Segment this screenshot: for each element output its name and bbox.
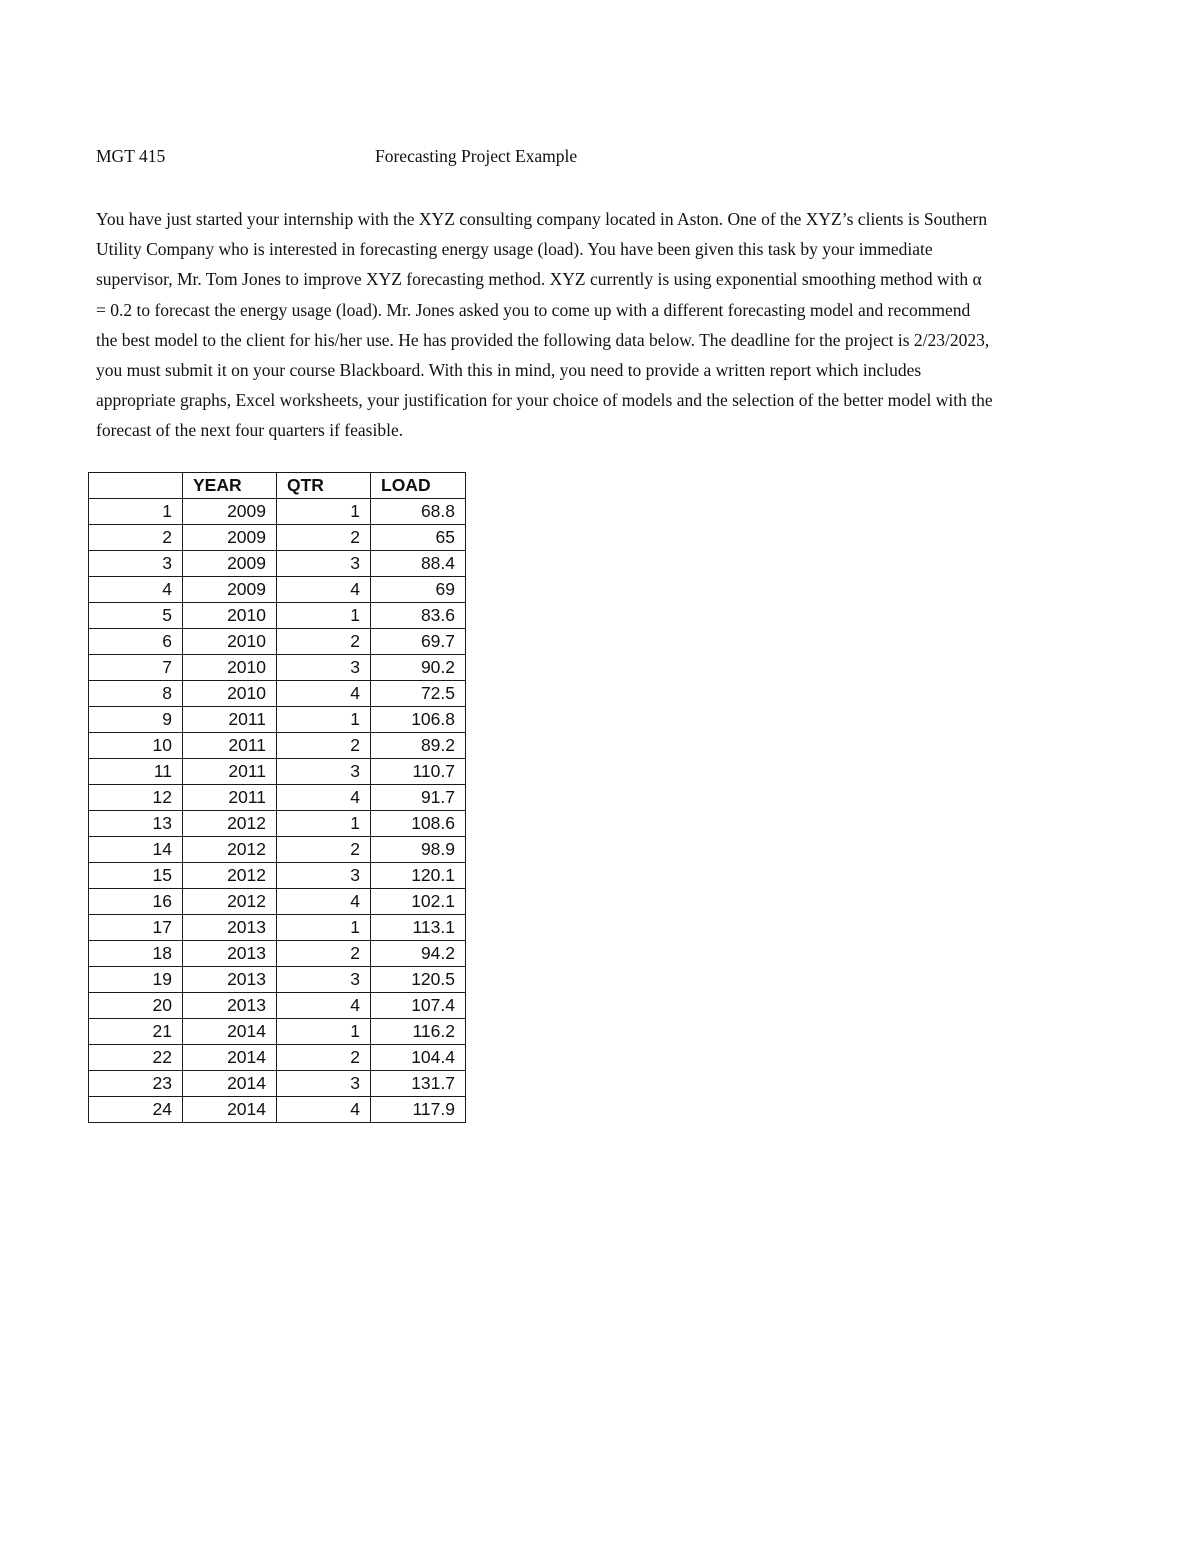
cell-qtr: 3	[277, 551, 371, 577]
cell-load: 91.7	[371, 785, 466, 811]
cell-index: 8	[89, 681, 183, 707]
paragraph-line: You have just started your internship with the XYZ consulting company located in Aston. One of the XYZ’s clients is Southern	[96, 209, 988, 229]
cell-year: 2011	[183, 759, 277, 785]
cell-load: 90.2	[371, 655, 466, 681]
cell-year: 2010	[183, 655, 277, 681]
table-row	[89, 759, 466, 785]
cell-load: 68.8	[371, 499, 466, 525]
table-row	[89, 1019, 466, 1045]
cell-load: 104.4	[371, 1045, 466, 1071]
cell-load: 107.4	[371, 993, 466, 1019]
cell-qtr: 4	[277, 889, 371, 915]
paragraph-line: the best model to the client for his/her use. He has provided the following data below. The deadline for the project is 2/23/2023,	[96, 329, 990, 350]
cell-qtr: 4	[277, 993, 371, 1019]
cell-qtr: 3	[277, 655, 371, 681]
cell-load: 108.6	[371, 811, 466, 837]
cell-index: 11	[89, 759, 183, 785]
table-row	[89, 733, 466, 759]
header-index	[89, 473, 183, 499]
cell-year: 2010	[183, 629, 277, 655]
cell-index: 23	[89, 1071, 183, 1097]
cell-index: 18	[89, 941, 183, 967]
cell-load: 88.4	[371, 551, 466, 577]
table-row	[89, 1045, 466, 1071]
cell-qtr: 4	[277, 681, 371, 707]
cell-qtr: 1	[277, 1019, 371, 1045]
table-row	[89, 837, 466, 863]
table-row	[89, 525, 466, 551]
cell-year: 2013	[183, 993, 277, 1019]
cell-index: 24	[89, 1097, 183, 1123]
cell-load: 131.7	[371, 1071, 466, 1097]
cell-qtr: 2	[277, 837, 371, 863]
assignment-paragraph	[96, 204, 1106, 446]
cell-year: 2009	[183, 577, 277, 603]
cell-load: 98.9	[371, 837, 466, 863]
table-row	[89, 499, 466, 525]
load-data-table	[88, 472, 466, 1123]
cell-index: 3	[89, 551, 183, 577]
cell-load: 117.9	[371, 1097, 466, 1123]
table-row	[89, 785, 466, 811]
cell-year: 2009	[183, 499, 277, 525]
cell-load: 89.2	[371, 733, 466, 759]
cell-load: 106.8	[371, 707, 466, 733]
cell-year: 2011	[183, 707, 277, 733]
cell-year: 2013	[183, 967, 277, 993]
cell-load: 94.2	[371, 941, 466, 967]
header-qtr: QTR	[277, 473, 371, 499]
table-row	[89, 655, 466, 681]
cell-index: 2	[89, 525, 183, 551]
paragraph-line: forecast of the next four quarters if feasible.	[96, 420, 404, 441]
cell-index: 12	[89, 785, 183, 811]
table-row	[89, 1071, 466, 1097]
cell-load: 65	[371, 525, 466, 551]
table-row	[89, 941, 466, 967]
cell-year: 2009	[183, 551, 277, 577]
cell-qtr: 2	[277, 733, 371, 759]
table-row	[89, 811, 466, 837]
cell-index: 13	[89, 811, 183, 837]
table-row	[89, 551, 466, 577]
cell-year: 2012	[183, 889, 277, 915]
cell-index: 17	[89, 915, 183, 941]
cell-index: 21	[89, 1019, 183, 1045]
cell-index: 15	[89, 863, 183, 889]
cell-index: 6	[89, 629, 183, 655]
cell-qtr: 1	[277, 915, 371, 941]
cell-load: 120.5	[371, 967, 466, 993]
cell-year: 2011	[183, 733, 277, 759]
cell-year: 2012	[183, 811, 277, 837]
cell-index: 14	[89, 837, 183, 863]
cell-qtr: 2	[277, 629, 371, 655]
cell-qtr: 1	[277, 707, 371, 733]
cell-index: 4	[89, 577, 183, 603]
table-row	[89, 889, 466, 915]
cell-year: 2013	[183, 915, 277, 941]
cell-qtr: 4	[277, 577, 371, 603]
cell-year: 2014	[183, 1019, 277, 1045]
paragraph-line: supervisor, Mr. Tom Jones to improve XYZ forecasting method. XYZ currently is using exponential smoothing method with α	[96, 269, 982, 290]
cell-year: 2010	[183, 681, 277, 707]
header-year: YEAR	[183, 473, 277, 499]
header-line	[96, 146, 1106, 172]
cell-index: 9	[89, 707, 183, 733]
cell-qtr: 2	[277, 1045, 371, 1071]
document-title: Forecasting Project Example	[375, 146, 578, 166]
cell-index: 20	[89, 993, 183, 1019]
course-code: MGT 415	[96, 146, 166, 166]
table-row	[89, 681, 466, 707]
cell-load: 102.1	[371, 889, 466, 915]
cell-qtr: 2	[277, 525, 371, 551]
cell-index: 1	[89, 499, 183, 525]
table-row	[89, 1097, 466, 1123]
paragraph-line: = 0.2 to forecast the energy usage (load). Mr. Jones asked you to come up with a different forecasting model and recommend	[96, 299, 971, 320]
cell-index: 16	[89, 889, 183, 915]
table-row	[89, 915, 466, 941]
paragraph-line: you must submit it on your course Blackboard. With this in mind, you need to provide a written report which includes	[96, 360, 922, 381]
table-row	[89, 993, 466, 1019]
cell-load: 72.5	[371, 681, 466, 707]
cell-year: 2012	[183, 863, 277, 889]
cell-year: 2009	[183, 525, 277, 551]
cell-qtr: 2	[277, 941, 371, 967]
header-load: LOAD	[371, 473, 466, 499]
cell-qtr: 1	[277, 811, 371, 837]
cell-load: 113.1	[371, 915, 466, 941]
cell-year: 2014	[183, 1097, 277, 1123]
table-row	[89, 863, 466, 889]
cell-qtr: 3	[277, 759, 371, 785]
cell-year: 2010	[183, 603, 277, 629]
cell-index: 7	[89, 655, 183, 681]
table-row	[89, 629, 466, 655]
table-row	[89, 577, 466, 603]
cell-qtr: 4	[277, 1097, 371, 1123]
cell-load: 83.6	[371, 603, 466, 629]
table-row	[89, 603, 466, 629]
cell-load: 69.7	[371, 629, 466, 655]
cell-load: 120.1	[371, 863, 466, 889]
cell-index: 19	[89, 967, 183, 993]
cell-qtr: 3	[277, 863, 371, 889]
cell-index: 22	[89, 1045, 183, 1071]
cell-index: 5	[89, 603, 183, 629]
cell-qtr: 3	[277, 967, 371, 993]
cell-load: 110.7	[371, 759, 466, 785]
cell-year: 2014	[183, 1045, 277, 1071]
table-body	[89, 499, 466, 1123]
cell-qtr: 4	[277, 785, 371, 811]
cell-year: 2011	[183, 785, 277, 811]
table-header-row	[89, 473, 466, 499]
cell-index: 10	[89, 733, 183, 759]
cell-qtr: 1	[277, 603, 371, 629]
table-row	[89, 967, 466, 993]
cell-year: 2014	[183, 1071, 277, 1097]
cell-year: 2012	[183, 837, 277, 863]
table-row	[89, 707, 466, 733]
cell-year: 2013	[183, 941, 277, 967]
cell-load: 69	[371, 577, 466, 603]
paragraph-line: Utility Company who is interested in forecasting energy usage (load). You have been given this task by your immediate	[96, 239, 933, 260]
cell-load: 116.2	[371, 1019, 466, 1045]
cell-qtr: 3	[277, 1071, 371, 1097]
cell-qtr: 1	[277, 499, 371, 525]
paragraph-line: appropriate graphs, Excel worksheets, your justification for your choice of models and the selection of the better model with the	[96, 390, 993, 411]
